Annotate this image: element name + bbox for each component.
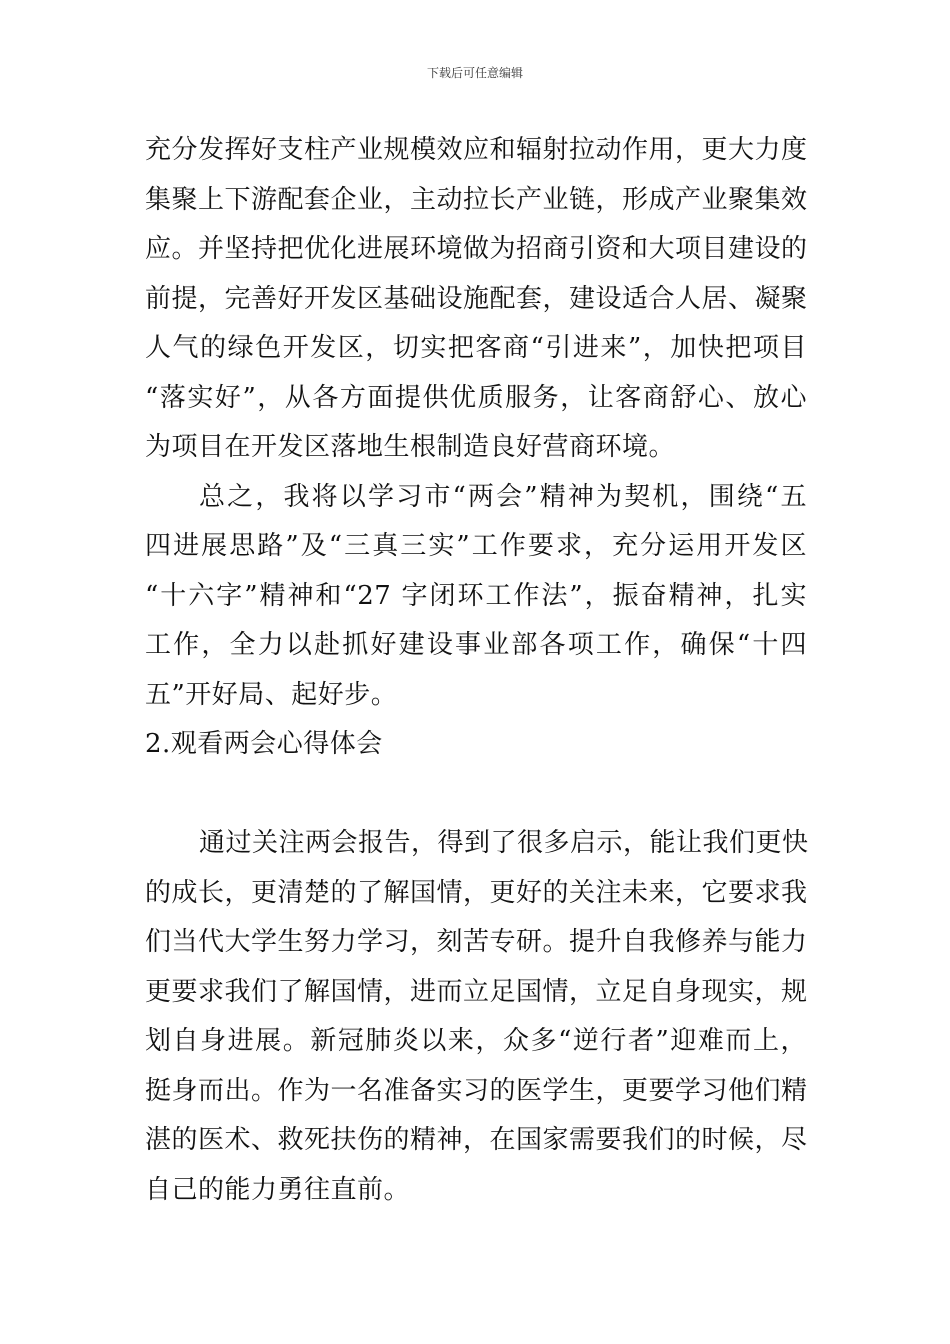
paragraph-1-line: 充分发挥好支柱产业规模效应和辐射拉动作用，更大力度	[145, 135, 808, 165]
paragraph-1-line: “落实好”，从各方面提供优质服务，让客商舒心、放心	[145, 382, 807, 413]
paragraph-1-line: 为项目在开发区落地生根制造良好营商环境。	[145, 432, 676, 462]
document-body	[145, 126, 807, 1215]
paragraph-3-line: 自己的能力勇往直前。	[145, 1174, 411, 1205]
paragraph-3-line: 的成长，更清楚的了解国情，更好的关注未来，它要求我	[145, 877, 808, 908]
section-heading: 2.观看两会心得体会	[145, 729, 383, 759]
paragraph-3-line: 湛的医术、救死扶伤的精神，在国家需要我们的时候，尽	[145, 1125, 808, 1155]
paragraph-3-line: 挺身而出。作为一名准备实习的医学生，更要学习他们精	[145, 1075, 808, 1106]
blank-line	[145, 770, 807, 820]
paragraph-1-line: 集聚上下游配套企业，主动拉长产业链，形成产业聚集效	[145, 184, 808, 215]
paragraph-1-line: 人气的绿色开发区，切实把客商“引进来”，加快把项目	[145, 333, 807, 363]
paragraph-1-line: 前提，完善好开发区基础设施配套，建设适合人居、凝聚	[145, 283, 808, 314]
paragraph-3-line: 们当代大学生努力学习，刻苦专研。提升自我修养与能力	[145, 927, 808, 957]
paragraph-2-line: 总之，我将以学习市“两会”精神为契机，围绕“五	[199, 481, 807, 512]
paragraph-3-line: 更要求我们了解国情，进而立足国情，立足自身现实，规	[145, 976, 808, 1007]
paragraph-3-line: 通过关注两会报告，得到了很多启示，能让我们更快	[199, 828, 809, 858]
paragraph-2-line: 四进展思路”及“三真三实”工作要求，充分运用开发区	[145, 531, 807, 561]
paragraph-1-line: 应。并坚持把优化进展环境做为招商引资和大项目建设的	[145, 234, 808, 264]
page-header-note: 下载后可任意编辑	[426, 66, 523, 80]
paragraph-3-line: 划自身进展。新冠肺炎以来，众多“逆行者”迎难而上，	[145, 1026, 807, 1056]
paragraph-2-line: 五”开好局、起好步。	[145, 679, 398, 710]
paragraph-2-line: 工作，全力以赴抓好建设事业部各项工作，确保“十四	[145, 630, 807, 660]
paragraph-2-line: “十六字”精神和“27 字闭环工作法”，振奋精神，扎实	[145, 580, 807, 611]
